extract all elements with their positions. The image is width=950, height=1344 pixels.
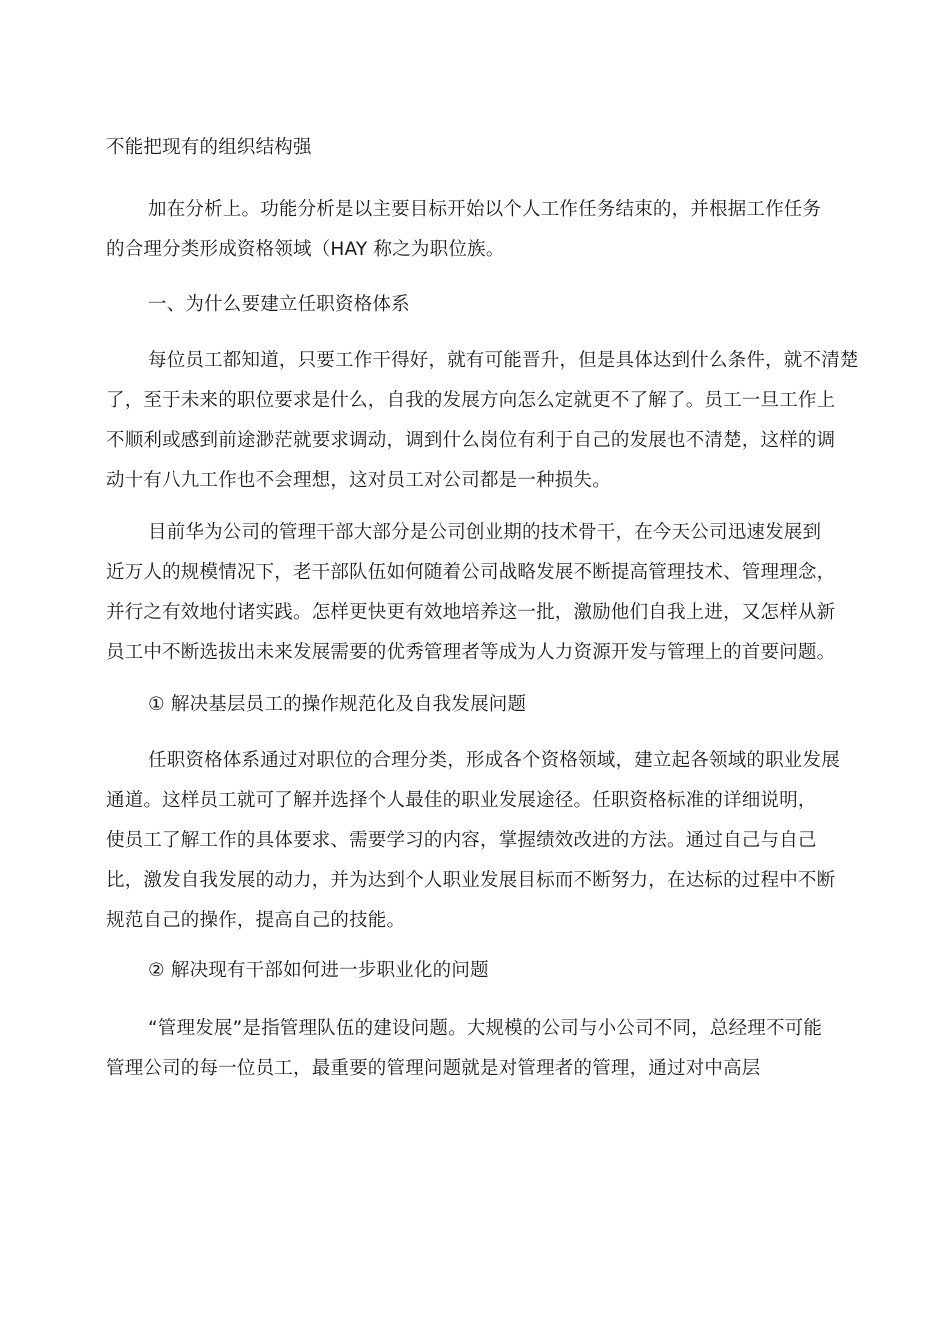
text-line: 不能把现有的组织结构强: [106, 137, 312, 158]
text-line: 目前华为公司的管理干部大部分是公司创业期的技术骨干，在今天公司迅速发展到: [148, 522, 822, 543]
text-line: 员工中不断选拔出未来发展需要的优秀管理者等成为人力资源开发与管理上的首要问题。: [106, 642, 836, 663]
text-line: 使员工了解工作的具体要求、需要学习的内容，掌握绩效改进的方法。通过自己与自己: [106, 830, 817, 851]
paragraph: [106, 190, 846, 270]
text-line: 动十有八九工作也不会理想，这对员工对公司都是一种损失。: [106, 470, 611, 491]
text-line: 任职资格体系通过对职位的合理分类，形成各个资格领域，建立起各领域的职业发展: [148, 750, 840, 771]
text-line: “管理发展”是指管理队伍的建设问题。大规模的公司与小公司不同，总经理不可能: [148, 1018, 823, 1039]
text-line: ② 解决现有干部如何进一步职业化的问题: [148, 960, 489, 981]
numbered-heading: [106, 685, 846, 725]
text-line: 了，至于未来的职位要求是什么，自我的发展方向怎么定就更不了解了。员工一旦工作上: [106, 390, 836, 411]
text-line: 一、为什么要建立任职资格体系: [148, 294, 410, 315]
text-line: 管理公司的每一位员工，最重要的管理问题就是对管理者的管理，通过对中高层: [106, 1058, 761, 1079]
text-line: 不顺利或感到前途渺茫就要求调动，调到什么岗位有利于自己的发展也不清楚，这样的调: [106, 430, 836, 451]
numbered-heading: [106, 951, 846, 991]
paragraph: [106, 341, 859, 501]
paragraph: [106, 741, 846, 941]
paragraph: [106, 1009, 846, 1089]
text-line: 近万人的规模情况下，老干部队伍如何随着公司战略发展不断提高管理技术、管理理念，: [106, 562, 836, 583]
text-line: 的合理分类形成资格领域（HAY 称之为职位族。: [106, 239, 505, 260]
text-line: 通道。这样员工就可了解并选择个人最佳的职业发展途径。任职资格标准的详细说明，: [106, 790, 817, 811]
text-line: 每位员工都知道，只要工作干得好，就有可能晋升，但是具体达到什么条件，就不清楚: [148, 350, 859, 371]
text-line: 加在分析上。功能分析是以主要目标开始以个人工作任务结束的，并根据工作任务: [148, 199, 822, 220]
paragraph: [106, 513, 846, 673]
paragraph: [106, 128, 846, 168]
text-line: 规范自己的操作，提高自己的技能。: [106, 910, 406, 931]
section-heading: [106, 285, 846, 325]
text-line: 比，激发自我发展的动力，并为达到个人职业发展目标而不断努力，在达标的过程中不断: [106, 870, 836, 891]
text-line: ① 解决基层员工的操作规范化及自我发展问题: [148, 694, 527, 715]
text-line: 并行之有效地付诸实践。怎样更快更有效地培养这一批，激励他们自我上进，又怎样从新: [106, 602, 836, 623]
